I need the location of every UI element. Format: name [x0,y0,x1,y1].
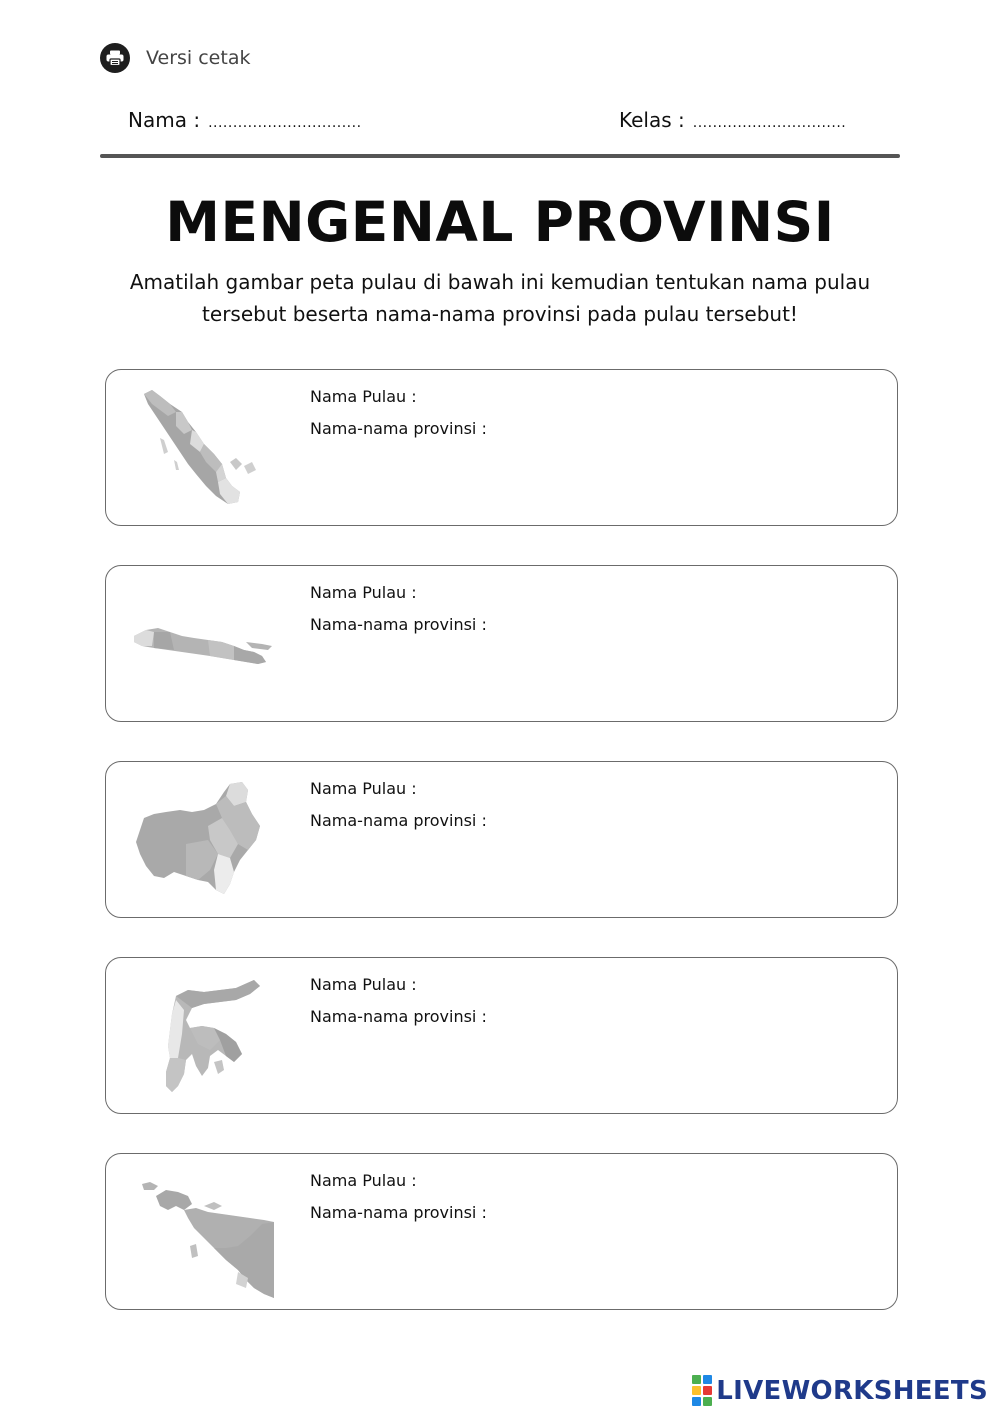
print-version-button[interactable] [100,43,250,73]
sumatra-map [130,382,280,514]
provinces-field[interactable]: Nama-nama provinsi : [310,419,487,438]
student-info [100,108,900,144]
provinces-field[interactable]: Nama-nama provinsi : [310,1203,487,1222]
card-fields [310,778,877,842]
island-name-field[interactable]: Nama Pulau : [310,975,417,994]
island-card-1 [105,369,898,526]
name-blank[interactable]: ............................... [208,115,362,131]
island-name-field[interactable]: Nama Pulau : [310,583,417,602]
island-card-4 [105,957,898,1114]
island-card-3 [105,761,898,918]
island-name-field[interactable]: Nama Pulau : [310,779,417,798]
instruction-line-1: Amatilah gambar peta pulau di bawah ini kemudian tentukan nama pulau [129,270,871,294]
logo-blocks-icon [692,1375,712,1406]
island-name-field[interactable]: Nama Pulau : [310,1171,417,1190]
provinces-field[interactable]: Nama-nama provinsi : [310,1007,487,1026]
java-map [130,578,280,710]
name-field[interactable] [128,108,362,132]
class-label: Kelas : [619,108,685,132]
card-fields [310,974,877,1038]
class-blank[interactable]: ............................... [692,115,847,131]
provinces-field[interactable]: Nama-nama provinsi : [310,615,487,634]
sulawesi-map [130,970,280,1102]
card-fields [310,386,877,450]
island-card-2 [105,565,898,722]
card-fields [310,582,877,646]
page-title: MENGENAL PROVINSI [165,190,835,254]
island-name-field[interactable]: Nama Pulau : [310,387,417,406]
name-label: Nama : [128,108,201,132]
instruction-text [100,266,900,330]
papua-map [130,1166,280,1298]
liveworksheets-logo[interactable] [692,1375,988,1406]
island-card-5 [105,1153,898,1310]
instruction-line-2: tersebut beserta nama-nama provinsi pada pulau tersebut! [202,302,798,326]
printer-icon[interactable] [100,43,130,73]
print-version-label[interactable]: Versi cetak [146,47,251,69]
card-fields [310,1170,877,1234]
provinces-field[interactable]: Nama-nama provinsi : [310,811,487,830]
header-divider [100,154,900,158]
class-field[interactable] [619,108,846,132]
logo-text[interactable]: LIVEWORKSHEETS [716,1375,988,1406]
kalimantan-map [130,774,280,906]
